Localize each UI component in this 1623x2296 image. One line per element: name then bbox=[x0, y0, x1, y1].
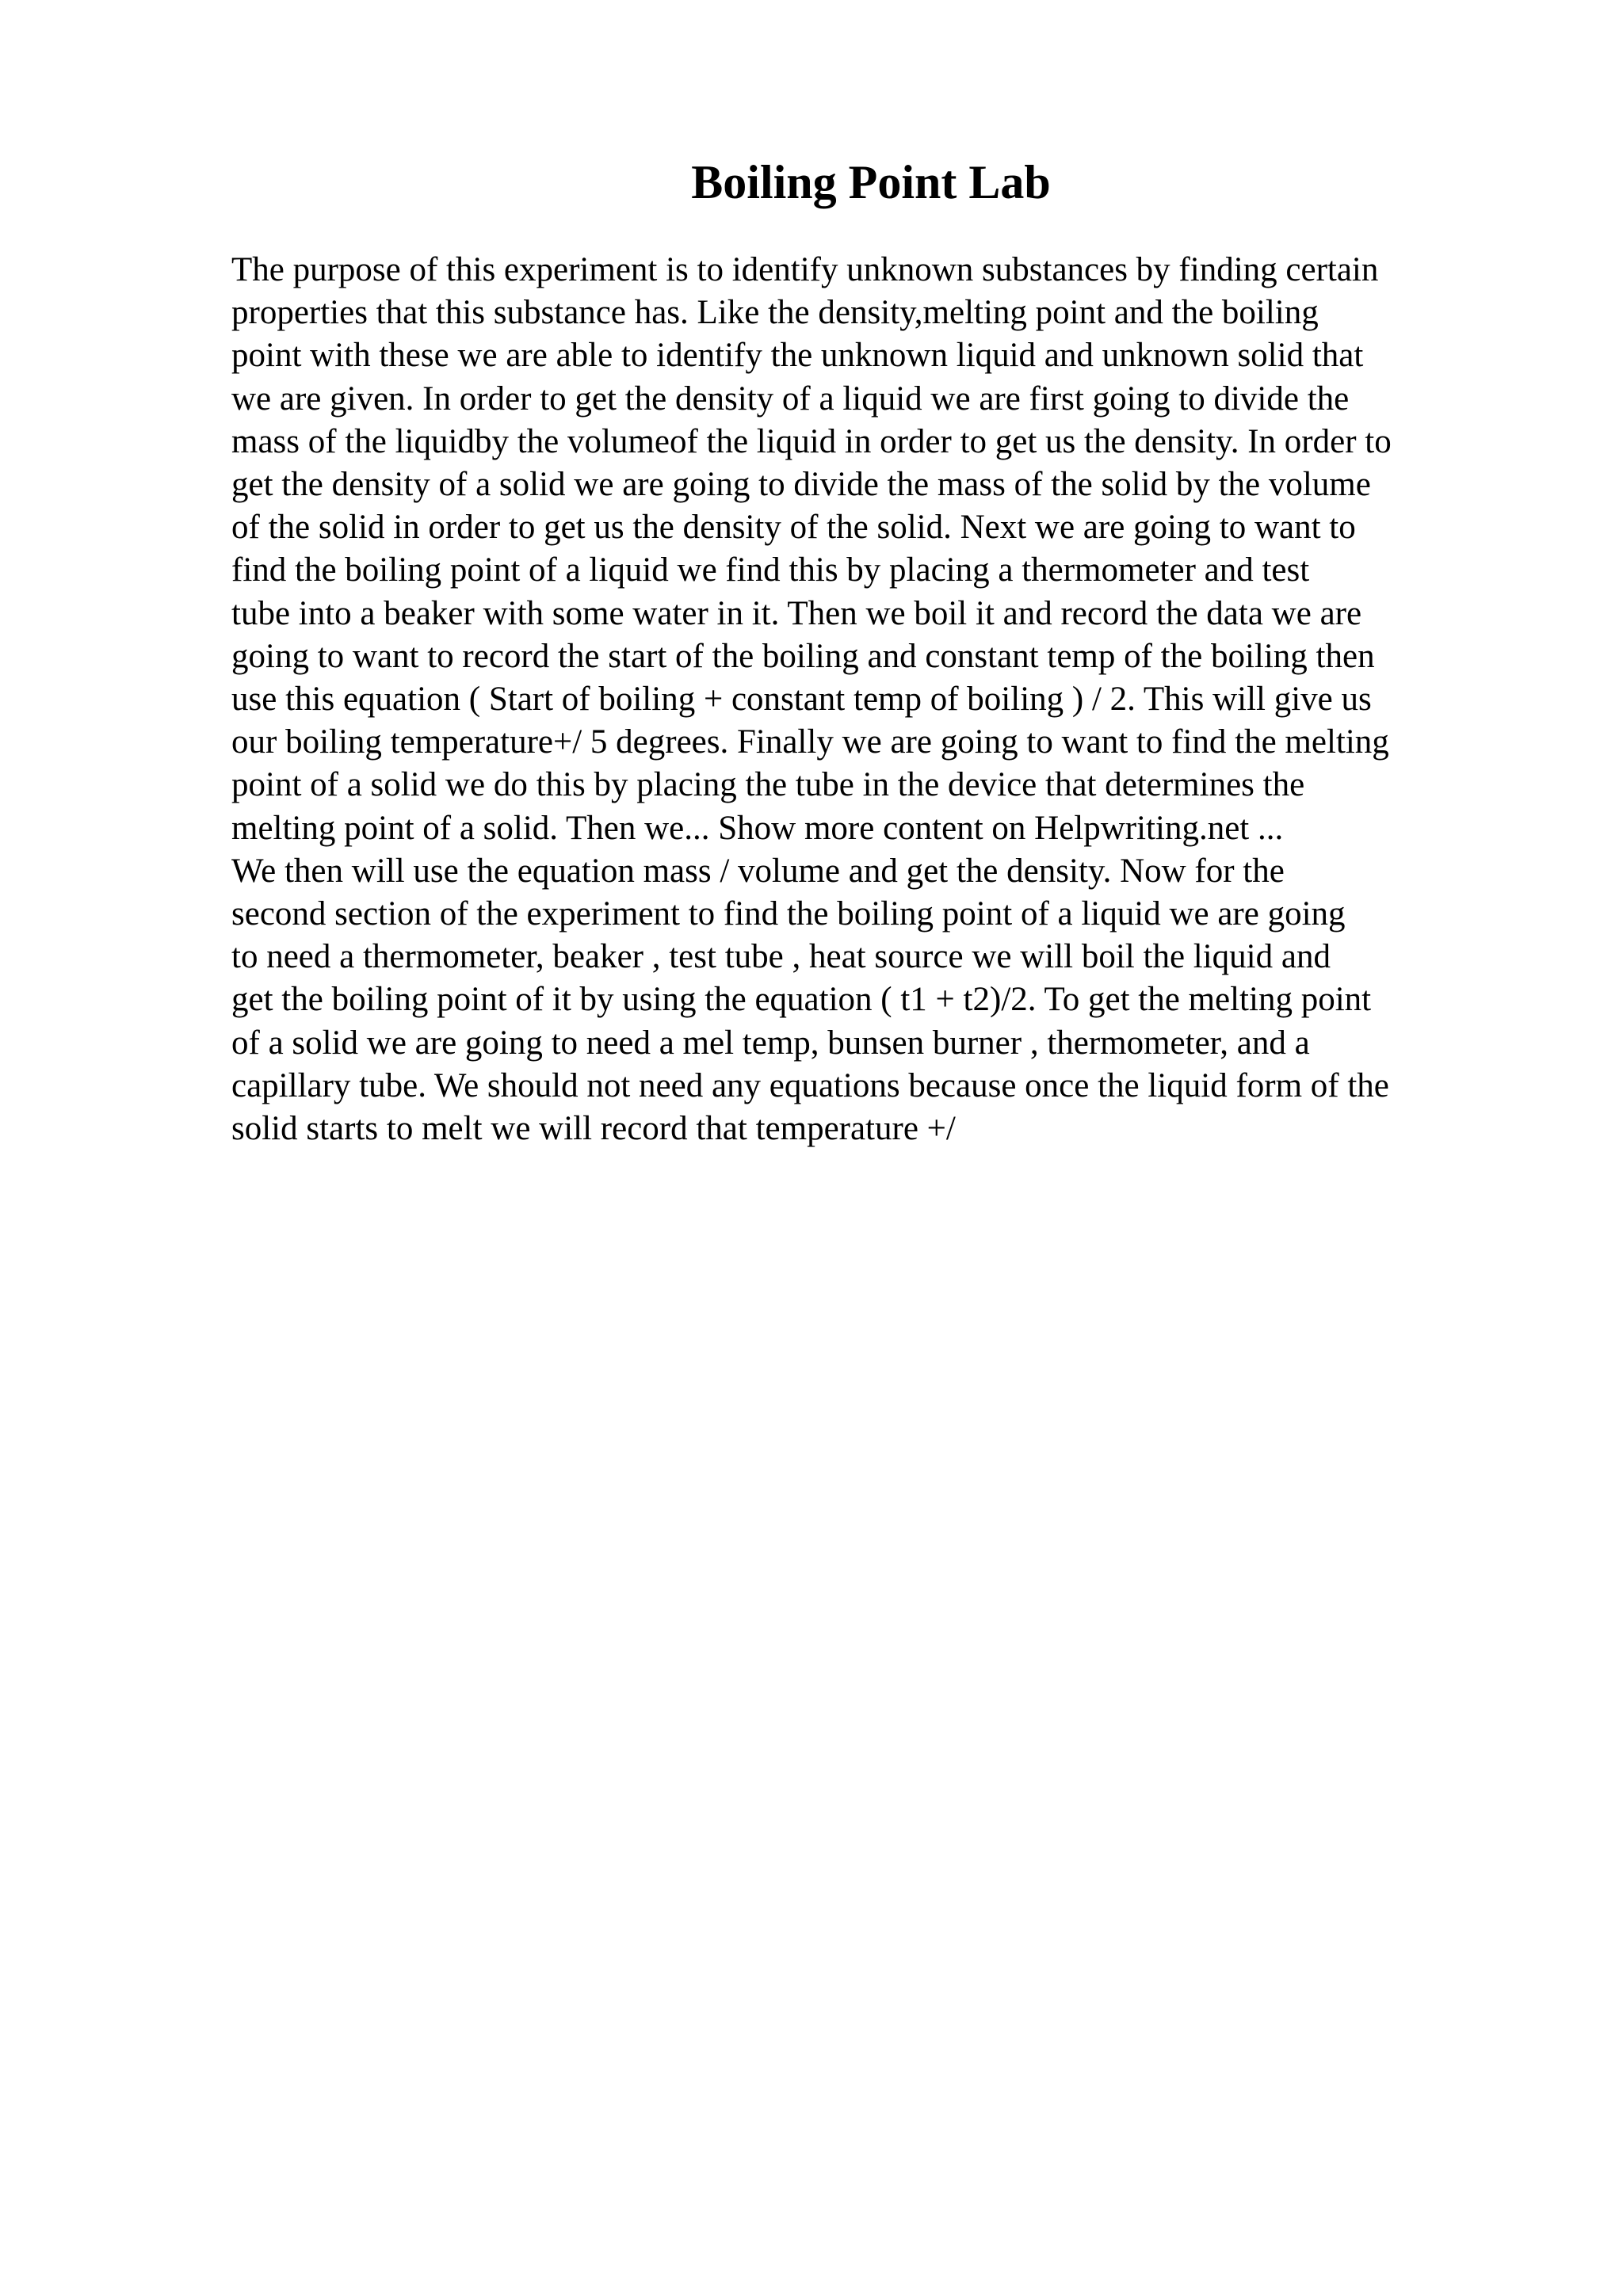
body-line: point of a solid we do this by placing the tube in the device that determines the bbox=[231, 766, 1305, 804]
body-line: our boiling temperature+/ 5 degrees. Finally we are going to want to find the melting bbox=[231, 723, 1389, 761]
body-line: The purpose of this experiment is to identify unknown substances by finding certain bbox=[231, 251, 1379, 288]
body-line: tube into a beaker with some water in it. Then we boil it and record the data we are bbox=[231, 594, 1362, 632]
body-line: to need a thermometer, beaker , test tube , heat source we will boil the liquid and bbox=[231, 938, 1331, 976]
body-line: find the boiling point of a liquid we find this by placing a thermometer and test bbox=[231, 551, 1310, 589]
body-line: use this equation ( Start of boiling + constant temp of boiling ) / 2. This will give us bbox=[231, 681, 1372, 719]
body-line: point with these we are able to identify the unknown liquid and unknown solid that bbox=[231, 337, 1364, 375]
body-line: of the solid in order to get us the density of the solid. Next we are going to want to bbox=[231, 509, 1356, 547]
body-line: mass of the liquidby the volumeof the liquid in order to get us the density. In order to bbox=[231, 422, 1392, 460]
body-line: get the boiling point of it by using the equation ( t1 + t2)/2. To get the melting point bbox=[231, 981, 1372, 1019]
body-line: We then will use the equation mass / volume and get the density. Now for the bbox=[231, 852, 1285, 890]
body-line: get the density of a solid we are going to divide the mass of the solid by the volume bbox=[231, 466, 1371, 504]
body-line: solid starts to melt we will record that temperature +/ bbox=[231, 1110, 956, 1148]
body-line: going to want to record the start of the boiling and constant temp of the boiling then bbox=[231, 637, 1375, 675]
body-line: we are given. In order to get the density of a liquid we are first going to divide the bbox=[231, 379, 1350, 418]
body-line: of a solid we are going to need a mel temp, bunsen burner , thermometer, and a bbox=[231, 1024, 1310, 1062]
document-title: Boiling Point Lab bbox=[691, 156, 1051, 208]
body-line: melting point of a solid. Then we... Show more content on Helpwriting.net ... bbox=[231, 809, 1284, 847]
body-line: second section of the experiment to find the boiling point of a liquid we are going bbox=[231, 895, 1346, 933]
body-line: properties that this substance has. Like the density,melting point and the boiling bbox=[231, 294, 1319, 332]
body-line: capillary tube. We should not need any equations because once the liquid form of the bbox=[231, 1066, 1389, 1104]
document-body bbox=[231, 249, 1531, 1150]
